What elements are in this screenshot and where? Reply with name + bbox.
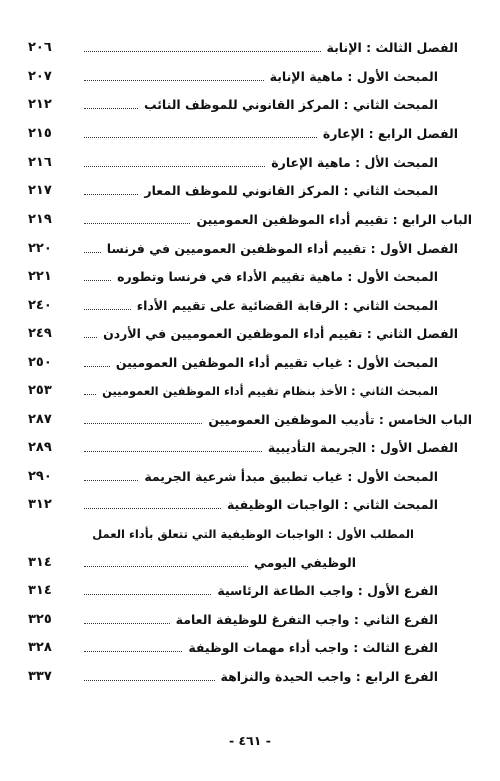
toc-entry-page: ٣١٤ [28, 555, 52, 570]
toc-entry-page: ٣٢٥ [28, 612, 52, 627]
toc-entry-page: ٣٣٧ [28, 669, 52, 684]
toc-entry [28, 66, 466, 88]
toc-entry [28, 37, 466, 59]
toc-entry-page: ٢١٧ [28, 183, 52, 198]
toc-entry-title: الفصل الرابع : الإعارة [322, 126, 458, 141]
toc-entry-title: الفصل الأول : تقييم أداء الموظفين العموميين في فرنسا [106, 241, 458, 256]
toc-entry-page: ٢١٦ [28, 155, 52, 170]
dot-leader [84, 51, 321, 52]
dot-leader [84, 651, 182, 652]
toc-entry-title: الباب الرابع : تقييم أداء الموظفين العموميين [196, 212, 472, 227]
dot-leader [84, 394, 96, 395]
toc-entry-title: المبحث الأول : غياب تطبيق مبدأ شرعية الجريمة [144, 469, 438, 484]
toc-entry [28, 152, 466, 174]
toc-entry [28, 266, 466, 288]
dot-leader [84, 80, 264, 81]
toc-entry-page: ٢٨٩ [28, 440, 52, 455]
toc-entry-title: المبحث الأل : ماهية الإعارة [271, 155, 438, 170]
toc-entry-page: ٢٠٦ [28, 40, 52, 55]
toc-entry-page: ٢٥٣ [28, 383, 52, 398]
toc-entry [28, 238, 466, 260]
dot-leader [84, 223, 190, 224]
toc-entry-title: الفرع الثالث : واجب أداء مهمات الوظيفة [188, 640, 438, 655]
toc-entry [28, 209, 472, 231]
dot-leader [84, 166, 265, 167]
dot-leader [84, 309, 131, 310]
toc-entry [28, 123, 466, 145]
toc-entry-page: ٢٤٩ [28, 326, 52, 341]
dot-leader [84, 337, 97, 338]
dot-leader [84, 280, 111, 281]
toc-entry [28, 466, 466, 488]
dot-leader [84, 194, 138, 195]
toc-entry [28, 494, 466, 516]
toc-entry-page: ٢٩٠ [28, 469, 52, 484]
toc-entry-title: الفصل الثاني : تقييم أداء الموظفين العموميين في الأردن [103, 326, 458, 341]
toc-entry-title: المبحث الأول : ماهية الإنابة [269, 69, 438, 84]
toc-entry-title: الباب الخامس : تأديب الموظفين العموميين [208, 412, 472, 427]
toc-entry [28, 352, 466, 374]
toc-entry-title: الفصل الثالث : الإنابة [326, 40, 458, 55]
toc-entry-page: ٣١٤ [28, 583, 52, 598]
toc-entry-page: ٢٢١ [28, 269, 52, 284]
toc-entry [28, 409, 472, 431]
dot-leader [84, 480, 138, 481]
toc-entry [28, 580, 466, 602]
toc-entry-title: الفصل الأول : الجريمة التأديبية [267, 440, 458, 455]
toc-entry-page: ٢١٥ [28, 126, 52, 141]
dot-leader [84, 594, 211, 595]
toc-entry-title: المبحث الأول : ماهية تقييم الأداء في فرنسا وتطوره [117, 269, 438, 284]
toc-entry [28, 552, 466, 574]
toc-entry [28, 323, 466, 345]
table-of-contents [28, 0, 472, 781]
toc-entry-title: الوظيفي اليومي [254, 555, 356, 570]
toc-entry [28, 295, 466, 317]
toc-entry-title: الفرع الثاني : واجب التفرغ للوظيفة العامة [175, 612, 438, 627]
toc-entry-page: ٢١٢ [28, 97, 52, 112]
toc-entry-page: ٢٨٧ [28, 412, 52, 427]
toc-entry [28, 180, 466, 202]
toc-entry [28, 437, 466, 459]
toc-entry-page: ٢١٩ [28, 212, 52, 227]
dot-leader [84, 508, 221, 509]
dot-leader [84, 623, 170, 624]
toc-entry [28, 380, 466, 402]
dot-leader [84, 566, 248, 567]
dot-leader [84, 137, 317, 138]
page-number-footer: - ٤٦١ - [229, 733, 271, 748]
toc-entry-title: المبحث الثاني : المركز القانوني للموظف النائب [143, 97, 438, 112]
toc-entry-page: ٢٢٠ [28, 241, 52, 256]
dot-leader [84, 451, 262, 452]
toc-entry-page: ٣١٢ [28, 497, 52, 512]
toc-entry [28, 94, 466, 116]
toc-entry-title: الفرع الأول : واجب الطاعة الرئاسية [217, 583, 438, 598]
toc-entry [28, 523, 466, 545]
dot-leader [84, 252, 101, 253]
toc-entry-title: المطلب الأول : الواجبات الوظيفية التي تتعلق بأداء العمل [92, 527, 414, 541]
toc-entry-page: ٢٠٧ [28, 69, 52, 84]
dot-leader [84, 680, 215, 681]
toc-entry [28, 637, 466, 659]
toc-entry-title: المبحث الأول : غياب تقييم أداء الموظفين العموميين [115, 355, 438, 370]
toc-entry-page: ٢٥٠ [28, 355, 52, 370]
toc-entry [28, 609, 466, 631]
dot-leader [84, 366, 110, 367]
toc-entry-title: المبحث الثاني : الأخذ بنظام تقييم أداء الموظفين العموميين [102, 384, 438, 398]
toc-entry-title: الفرع الرابع : واجب الحيدة والنزاهة [220, 669, 438, 684]
toc-entry-page: ٣٢٨ [28, 640, 52, 655]
toc-entry-title: المبحث الثاني : الواجبات الوظيفية [226, 497, 438, 512]
dot-leader [84, 423, 202, 424]
toc-entry-page: ٢٤٠ [28, 298, 52, 313]
toc-entry-title: المبحث الثاني : المركز القانوني للموظف المعار [144, 183, 438, 198]
dot-leader [84, 108, 138, 109]
toc-entry-title: المبحث الثاني : الرقابة القضائية على تقييم الأداء [136, 298, 438, 313]
toc-entry [28, 666, 466, 688]
